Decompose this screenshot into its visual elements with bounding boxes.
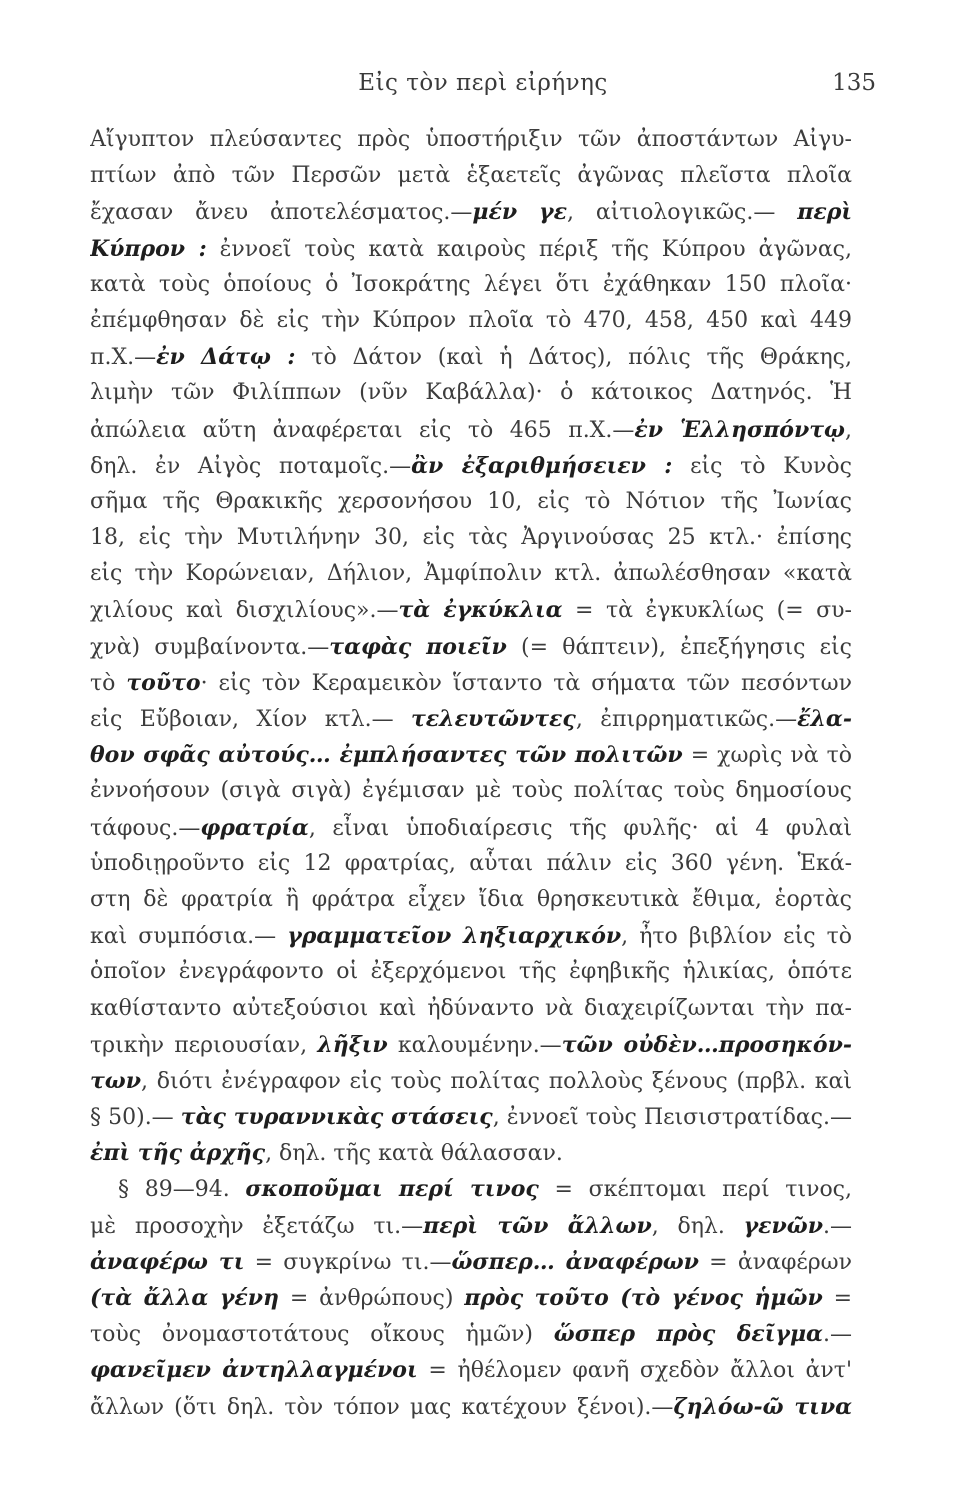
text-line bbox=[90, 1389, 852, 1425]
text-line bbox=[90, 1027, 852, 1063]
gloss-text: ἐπέμφθησαν δὲ εἰς τὴν Κύπρον πλοῖα τὸ 470, 458, 450 καὶ 449 bbox=[90, 307, 852, 333]
lemma-term: περὶ bbox=[797, 199, 852, 226]
gloss-text: = τὰ ἐγκυκλίως (= συ- bbox=[562, 598, 852, 624]
gloss-text: εἰς Εὔβοιαν, Χίον κτλ.— bbox=[90, 707, 411, 732]
lemma-term: των bbox=[90, 1067, 142, 1094]
text-line bbox=[90, 882, 852, 918]
lemma-term: ἀναφέρω τι bbox=[90, 1248, 245, 1275]
gloss-text: τὸ bbox=[90, 670, 127, 696]
gloss-text: καὶ συμπόσια.— bbox=[90, 924, 288, 950]
text-line bbox=[90, 1063, 852, 1099]
text-line bbox=[90, 339, 852, 375]
gloss-text: , ἦτο βιβλίον εἰς τὸ bbox=[621, 924, 852, 950]
gloss-text: τρικὴν περιουσίαν, bbox=[90, 1032, 318, 1058]
text-line bbox=[90, 231, 852, 267]
lemma-term: τοῦτο bbox=[126, 669, 201, 696]
gloss-text: τοὺς ὀνομαστοτάτους οἴκους ἡμῶν) bbox=[90, 1322, 554, 1348]
gloss-text: μὲ προσοχὴν ἐξετάζω τι.— bbox=[90, 1213, 424, 1239]
gloss-text: = ἀναφέρων bbox=[698, 1249, 852, 1275]
gloss-text: τὸ Δάτον (καὶ ἡ Δάτος), πόλις τῆς Θράκης, bbox=[295, 345, 852, 371]
text-line bbox=[90, 592, 852, 628]
gloss-text: , εἶναι ὑποδιαίρεσις τῆς φυλῆς· αἱ 4 φυλαὶ bbox=[308, 815, 852, 841]
gloss-text: εἰς τὸ Κυνὸς bbox=[672, 453, 852, 479]
gloss-text: δηλ. ἐν Αἰγὸς ποταμοῖς.— bbox=[90, 453, 412, 479]
lemma-term: ὥσπερ πρὸς δεῖγμα bbox=[553, 1321, 823, 1348]
gloss-text: σῆμα τῆς Θρακικῆς χερσονήσου 10, εἰς τὸ Νότιον τῆς Ἰωνίας bbox=[90, 488, 852, 514]
lemma-term: ταφὰς ποιεῖν bbox=[329, 633, 507, 660]
gloss-text: , ἐννοεῖ τοὺς Πεισιστρατίδας.— bbox=[492, 1105, 852, 1131]
text-line bbox=[90, 1135, 852, 1171]
text-line bbox=[90, 1316, 852, 1352]
text-line bbox=[90, 665, 852, 701]
lemma-term: ἐν Ἑλλησπόντῳ bbox=[634, 416, 845, 443]
gloss-text: ἄλλων (ὅτι δηλ. τὸν τόπον μας κατέχουν ξένοι).— bbox=[90, 1394, 674, 1420]
lemma-term: ὥσπερ… ἀναφέρων bbox=[451, 1248, 699, 1275]
text-line bbox=[90, 122, 852, 158]
gloss-text: 18, εἰς τὴν Μυτιλήνην 30, εἰς τὰς Ἀργινούσας 25 κτλ.· ἐπίσης bbox=[90, 525, 852, 551]
gloss-text: , bbox=[845, 417, 852, 443]
gloss-text: ὑποδιῃροῦντο εἰς 12 φρατρίας, αὗται πάλιν εἰς 360 γένη. Ἑκά- bbox=[90, 850, 852, 876]
text-line bbox=[90, 737, 852, 773]
text-line bbox=[90, 303, 852, 339]
gloss-text: εἰς τὴν Κορώνειαν, Δήλιον, Ἀμφίπολιν κτλ. ἀπωλέσθησαν «κατὰ bbox=[90, 561, 852, 587]
lemma-term: Κύπρον : bbox=[90, 235, 207, 262]
text-line bbox=[90, 1171, 852, 1207]
text-line bbox=[90, 1352, 852, 1388]
lemma-term: ( bbox=[90, 1285, 101, 1311]
lemma-term: γε bbox=[539, 199, 567, 226]
gloss-text: στη δὲ φρατρία ἢ φράτρα εἶχεν ἴδια θρησκευτικὰ ἔθιμα, ἑορτὰς bbox=[90, 886, 852, 912]
commentary-text bbox=[90, 122, 852, 1425]
lemma-term: τῶν οὐδὲν…προσηκόν- bbox=[561, 1031, 852, 1058]
gloss-text: χνὰ) συμβαίνοντα.— bbox=[90, 634, 330, 660]
lemma-term: ἂν ἐξαριθμήσειεν : bbox=[411, 452, 673, 479]
gloss-text: § 50).— bbox=[90, 1105, 181, 1131]
gloss-text: , δηλ. τῆς κατὰ θάλασσαν. bbox=[265, 1141, 563, 1167]
running-title: Εἰς τὸν περὶ εἰρήνης bbox=[358, 70, 608, 96]
text-line bbox=[90, 1099, 852, 1135]
gloss-text: , δηλ. bbox=[651, 1213, 744, 1239]
gloss-text: = ἀνθρώπους) bbox=[279, 1286, 465, 1311]
lemma-term: περὶ τῶν ἄλλων bbox=[423, 1212, 652, 1239]
gloss-text: καλουμένην.— bbox=[387, 1032, 562, 1058]
gloss-text: = bbox=[822, 1286, 852, 1311]
lemma-term: φανεῖμεν ἀντηλλαγμένοι bbox=[90, 1357, 418, 1384]
page-number: 135 bbox=[832, 70, 876, 96]
gloss-text: · εἰς τὸν Κεραμεικὸν ἵσταντο τὰ σήματα τῶν πεσόντων bbox=[200, 670, 852, 696]
gloss-text: π.Χ.— bbox=[90, 345, 157, 371]
gloss-text: χιλίους καὶ δισχιλίους».— bbox=[90, 598, 399, 624]
gloss-text: Αἴγυπτον πλεύσαντες πρὸς ὑποστήριξιν τῶν ἀποστάντων Αἰγυ- bbox=[90, 127, 852, 152]
text-line bbox=[90, 556, 852, 592]
gloss-text: § 89—94. bbox=[118, 1177, 246, 1203]
gloss-text: λιμὴν τῶν Φιλίππων (νῦν Καβάλλα)· ὁ κάτοικος Δατηνός. Ἡ bbox=[90, 380, 852, 406]
lemma-term: θον σφᾶς αὐτούς… ἐμπλήσαντες τῶν πολιτῶν bbox=[90, 742, 683, 769]
gloss-text: τάφους.— bbox=[90, 815, 201, 841]
lemma-term: σκοποῦμαι περί τινος bbox=[245, 1176, 539, 1203]
text-line bbox=[90, 773, 852, 809]
text-line bbox=[90, 701, 852, 737]
lemma-term: γραμματεῖον ληξιαρχικόν bbox=[287, 923, 622, 950]
gloss-text: ἐννοεῖ τοὺς κατὰ καιροὺς πέριξ τῆς Κύπρου ἀγῶνας, bbox=[206, 236, 852, 262]
gloss-text bbox=[517, 200, 539, 225]
gloss-text: , αἰτιολογικῶς.— bbox=[566, 200, 798, 226]
text-line bbox=[90, 1208, 852, 1244]
gloss-text: καθίσταντο αὐτεξούσιοι καὶ ἠδύναντο νὰ διαχειρίζωνται τὴν πα- bbox=[90, 995, 852, 1021]
text-line bbox=[90, 267, 852, 303]
lemma-term: μέν bbox=[472, 199, 518, 226]
lemma-term: λῆξιν bbox=[317, 1031, 388, 1058]
gloss-text: , διότι ἐνέγραφον εἰς τοὺς πολίτας πολλοὺς ξένους (πρβλ. καὶ bbox=[141, 1068, 852, 1094]
text-line bbox=[90, 1280, 852, 1316]
text-line bbox=[90, 629, 852, 665]
text-line bbox=[90, 991, 852, 1027]
gloss-text: = χωρὶς νὰ τὸ bbox=[682, 743, 852, 769]
text-line bbox=[90, 520, 852, 556]
text-line bbox=[90, 846, 852, 882]
lemma-term: τελευτῶντες bbox=[410, 706, 576, 732]
gloss-text: .— bbox=[822, 1322, 852, 1348]
lemma-term: ζηλόω-ῶ τινα bbox=[673, 1393, 852, 1420]
lemma-term: ἔλα- bbox=[797, 706, 852, 732]
text-line bbox=[90, 375, 852, 411]
lemma-term: πρὸς τοῦτο (τὸ γένος ἡμῶν bbox=[464, 1285, 823, 1311]
lemma-term: τὰ ἐγκύκλια bbox=[398, 597, 563, 624]
gloss-text: ἀπώλεια αὕτη ἀναφέρεται εἰς τὸ 465 π.Χ.— bbox=[90, 417, 635, 443]
text-line bbox=[90, 158, 852, 194]
lemma-term: γενῶν bbox=[743, 1212, 824, 1239]
lemma-term: ἐπὶ τῆς ἀρχῆς bbox=[90, 1140, 266, 1167]
gloss-text: , ἐπιρρηματικῶς.— bbox=[575, 707, 798, 732]
gloss-text: (= θάπτειν), ἐπεξήγησις εἰς bbox=[506, 634, 852, 660]
gloss-text: ἐννοήσουν (σιγὰ σιγὰ) ἐγέμισαν μὲ τοὺς πολίτας τοὺς δημοσίους bbox=[90, 778, 852, 804]
text-line bbox=[90, 810, 852, 846]
text-line bbox=[90, 412, 852, 448]
lemma-term: τὰ ἄλλα γένη bbox=[100, 1285, 280, 1311]
gloss-text: .— bbox=[823, 1213, 852, 1239]
lemma-term: ἐν Δάτῳ : bbox=[156, 344, 296, 371]
text-line bbox=[90, 194, 852, 230]
gloss-text: = ἠθέλομεν φανῆ σχεδὸν ἄλλοι ἀντ' bbox=[417, 1358, 852, 1384]
text-line bbox=[90, 1244, 852, 1280]
text-line bbox=[90, 954, 852, 990]
gloss-text: = σκέπτομαι περί τινος, bbox=[538, 1177, 852, 1203]
lemma-term: τὰς τυραννικὰς στάσεις bbox=[180, 1104, 493, 1131]
gloss-text: ὁποῖον ἐνεγράφοντο οἱ ἐξερχόμενοι τῆς ἐφηβικῆς ἡλικίας, ὁπότε bbox=[90, 959, 852, 985]
gloss-text: ἔχασαν ἄνευ ἀποτελέσματος.— bbox=[90, 200, 473, 226]
text-line bbox=[90, 918, 852, 954]
gloss-text: = συγκρίνω τι.— bbox=[244, 1249, 452, 1275]
gloss-text: κατὰ τοὺς ὁποίους ὁ Ἰσοκράτης λέγει ὅτι ἐχάθηκαν 150 πλοῖα· bbox=[90, 271, 852, 297]
text-line bbox=[90, 448, 852, 484]
text-line bbox=[90, 484, 852, 520]
lemma-term: φρατρία bbox=[200, 814, 309, 841]
gloss-text: πτίων ἀπὸ τῶν Περσῶν μετὰ ἑξαετεῖς ἀγῶνας πλεῖστα πλοῖα bbox=[90, 163, 852, 189]
